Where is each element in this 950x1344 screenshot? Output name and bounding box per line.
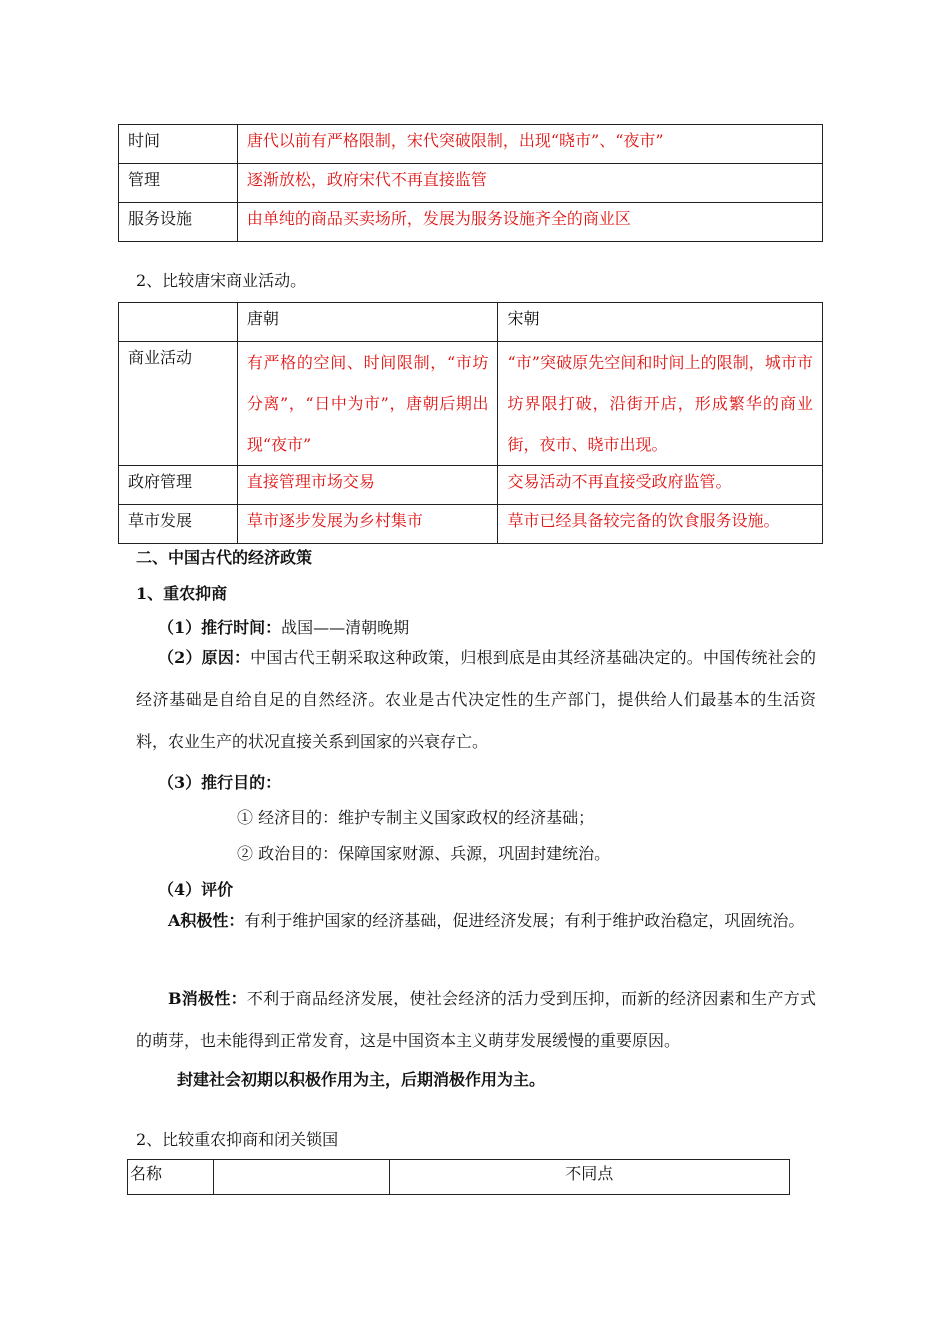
item-1-text: 战国——清朝晚期 [281,618,410,637]
table-header-row [128,1160,790,1195]
heading-compare-tang-song: 2、比较唐宋商业活动。 [136,271,307,290]
table-header-row [119,303,823,342]
song-value: “市”突破原先空间和时间上的限制，城市市坊界限打破，沿街开店，形成繁华的商业街，夜市、晓市出现。 [498,342,823,466]
table-row [119,466,823,505]
policy-comparison-table [127,1159,790,1195]
header-cell-tang: 唐朝 [237,303,498,342]
row-label: 草市发展 [119,505,238,544]
item-1 [158,615,409,638]
item-2-label: （2）原因： [158,648,251,667]
item-3-label: （3）推行目的： [158,773,282,792]
header-cell-name: 名称 [128,1160,214,1195]
negative-label: B消极性： [168,989,247,1008]
positive-text: 有利于维护国家的经济基础，促进经济发展；有利于维护政治稳定，巩固统治。 [244,911,805,930]
header-cell-song: 宋朝 [498,303,823,342]
tang-song-comparison-table [118,302,823,544]
table-row [119,164,823,203]
row-label: 商业活动 [119,342,238,466]
item-3-political: ② 政治目的：保障国家财源、兵源，巩固封建统治。 [237,844,611,863]
header-cell-empty [213,1160,389,1195]
table-row [119,125,823,164]
row-value: 由单纯的商品买卖场所，发展为服务设施齐全的商业区 [237,203,822,242]
row-label: 政府管理 [119,466,238,505]
item-4-label: （4）评价 [158,880,234,899]
header-cell-difference: 不同点 [389,1160,789,1195]
row-label: 时间 [119,125,238,164]
item-2-text: 中国古代王朝采取这种政策，归根到底是由其经济基础决定的。中国传统社会的经济基础是自给自足的自然经济。农业是古代决定性的生产部门，提供给人们最基本的生活资料，农业生产的状况直接关系到国家的兴衰存亡。 [136,648,816,751]
item-3-economic: ① 经济目的：维护专制主义国家政权的经济基础； [237,808,595,827]
row-label: 服务设施 [119,203,238,242]
tang-value: 有严格的空间、时间限制，“市坊分离”，“日中为市”，唐朝后期出现“夜市” [237,342,498,466]
section-title: 二、中国古代的经济政策 [136,548,313,567]
subsection-2-title: 2、比较重农抑商和闭关锁国 [136,1130,339,1149]
row-value: 逐渐放松，政府宋代不再直接监管 [237,164,822,203]
positive-label: A积极性： [168,911,245,930]
header-cell-empty [119,303,238,342]
row-label: 管理 [119,164,238,203]
tang-value: 直接管理市场交易 [237,466,498,505]
row-value: 唐代以前有严格限制，宋代突破限制，出现“晓市”、“夜市” [237,125,822,164]
evaluation-negative [136,978,816,1062]
table-row [119,342,823,466]
market-change-table [118,124,823,242]
song-value: 草市已经具备较完备的饮食服务设施。 [498,505,823,544]
table-row [119,203,823,242]
item-2 [136,637,816,763]
item-1-label: （1）推行时间： [158,618,282,637]
tang-value: 草市逐步发展为乡村集市 [237,505,498,544]
evaluation-positive [136,900,816,942]
conclusion: 封建社会初期以积极作用为主，后期消极作用为主。 [177,1070,546,1089]
subsection-title: 1、重农抑商 [136,584,228,603]
table-row [119,505,823,544]
song-value: 交易活动不再直接受政府监管。 [498,466,823,505]
negative-text: 不利于商品经济发展，使社会经济的活力受到压抑，而新的经济因素和生产方式的萌芽，也未能得到正常发育，这是中国资本主义萌芽发展缓慢的重要原因。 [136,989,816,1050]
